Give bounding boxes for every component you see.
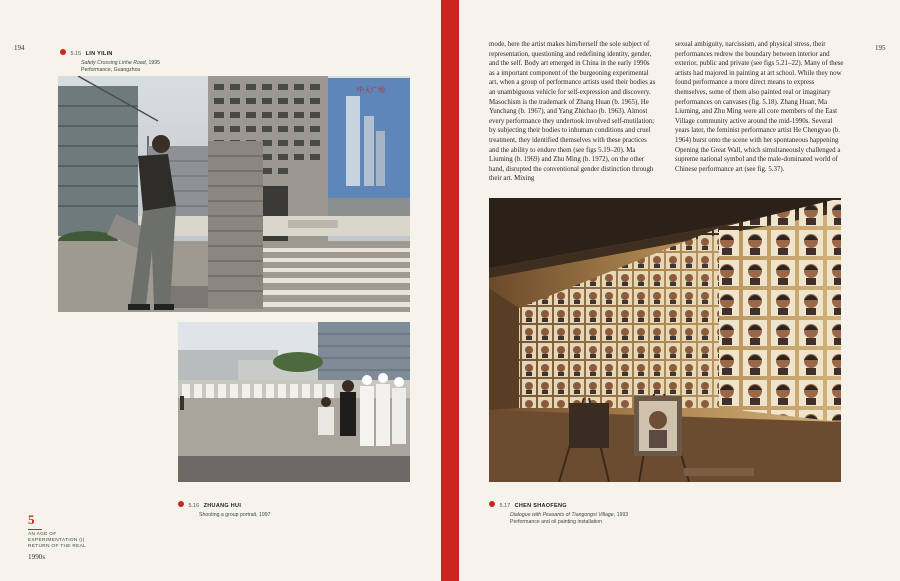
figure-marker-icon: [60, 49, 66, 55]
artist-name: ZHUANG HUI: [203, 503, 242, 509]
figure-number: 5.17: [499, 503, 511, 509]
figure-number: 5.16: [188, 503, 200, 509]
photo-illustration: [178, 322, 410, 482]
work-title: Safety Crossing Linhe Road: [81, 60, 146, 66]
work-year: , 1993: [613, 512, 629, 518]
chapter-title-line-1: AN AGE OF: [28, 532, 57, 537]
work-title: Shooting a group portrait, 1997: [199, 512, 271, 518]
figure-marker-icon: [489, 501, 495, 507]
caption-fig-5-16: [178, 494, 378, 519]
chapter-title-line-3: RETURN OF THE REAL: [28, 544, 87, 549]
photo-zhuang-hui-group-portrait: [178, 322, 410, 482]
caption-fig-5-15: [60, 42, 240, 74]
body-text-column-1: [489, 40, 657, 184]
chapter-decade: 1990s: [28, 553, 46, 561]
figure-number: 5.15: [70, 51, 82, 57]
artist-name: CHEN SHAOFENG: [514, 503, 567, 509]
page-number-left: 194: [14, 44, 25, 52]
chapter-title-line-2: EXPERIMENTATION (I): [28, 538, 85, 543]
body-text-column-2: [675, 40, 845, 174]
artist-name: LIN YILIN: [85, 51, 113, 57]
chapter-number: 5: [28, 512, 35, 527]
work-medium: Performance, Guangzhou: [81, 67, 141, 73]
work-title: Dialogue with Peasants of Tiangongsi Village: [510, 512, 614, 518]
book-spine: [441, 0, 459, 581]
work-year: , 1995: [145, 60, 161, 66]
paragraph: sexual ambiguity, narcissism, and physical stress, their performances redrew the boundary between interior and exterior, public and private (see figs 5.21–22). Many of these artists had majored in painting at art school. While they now found performance a more direct means to express themselves, some of them also painted real or imaginary performances on canvases (fig. 5.18). Zhang Huan, Ma Liuming, and Zhu Ming were all core members of the East Village community active around the mid-1990s. Several years later, the feminist performance artist He Chengyao (b. 1964) burst onto the scene with her spontaneous happening Opening the Great Wall, which simultaneously challenged a supreme national symbol and the male-dominated world of Chinese performance art (see fig. 5.37).: [675, 41, 844, 173]
page-number-right: 195: [875, 44, 886, 52]
caption-fig-5-17: [489, 494, 709, 526]
photo-illustration: [489, 198, 841, 482]
photo-chen-shaofeng-installation: [489, 198, 841, 482]
photo-lin-yilin-safety-crossing: [58, 76, 410, 312]
billboard-text: 中天广场: [357, 86, 385, 94]
chapter-marker: [28, 512, 138, 561]
figure-marker-icon: [178, 501, 184, 507]
photo-illustration: [58, 76, 410, 312]
chapter-rule: [28, 529, 42, 530]
paragraph: mode, here the artist makes him/herself the sole subject of representation, questioning and redefining identity, gender, and the self. Body art emerged in China in the early 1990s as a important component of the burgeoning experimental art, when a group of performance artists used their bodies as an unambiguous vehicle for self-expression and discovery. Masochism is the trademark of Zhang Huan (b. 1965), He Yunchang (b. 1967), and Yang Zhichao (b. 1963). Almost every performance they undertook involved self-mutilation; by subjecting their bodies to inhuman conditions and cruel treatment, they identified themselves with these practices and the ability to endure them (see figs 5.19–20). Ma Liuming (b. 1969) and Zhu Ming (b. 1972), on the other hand, disrupted the conventional gender distinction through their art. Mixing: [489, 41, 656, 183]
work-medium: Performance and oil painting installation: [510, 519, 602, 525]
